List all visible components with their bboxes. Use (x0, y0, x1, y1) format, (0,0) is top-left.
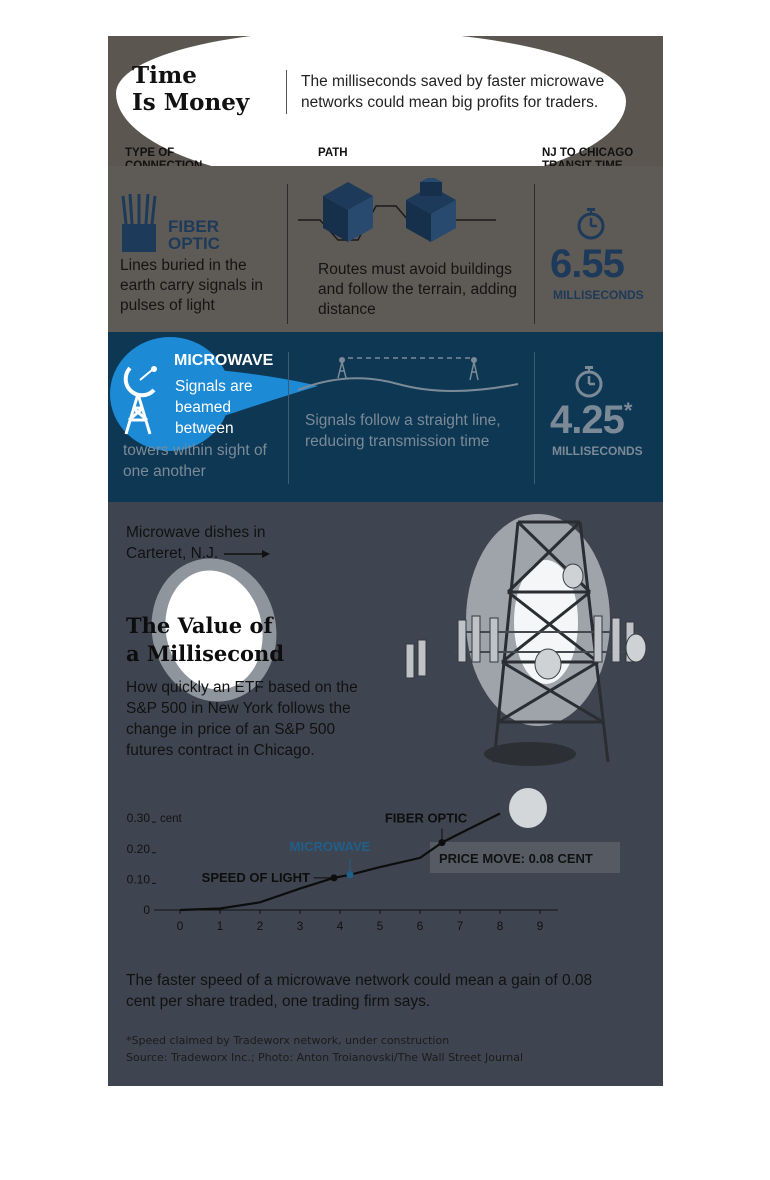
title-line-1: Time (132, 62, 197, 89)
annotation-point (439, 839, 446, 846)
microwave-path-illustration (298, 350, 518, 402)
footnote-asterisk: * (623, 398, 632, 423)
page-title (132, 62, 249, 116)
annotation-label: MICROWAVE (289, 838, 371, 854)
section-dek: How quickly an ETF based on the S&P 500 in New York follows the change in price of an S&P 500 futures contract in Chicago. (126, 679, 358, 759)
microwave-label: MICROWAVE (174, 352, 274, 369)
column-divider (534, 184, 535, 324)
fiber-transit-time: 6.55 (550, 242, 624, 286)
x-tick-label: 7 (456, 919, 464, 933)
microwave-path-description: Signals follow a straight line, reducing transmission time (305, 412, 501, 450)
price-move-chart (108, 776, 663, 961)
x-tick-label: 8 (496, 919, 504, 933)
takeaway: The faster speed of a microwave network could mean a gain of 0.08 cent per share traded, one trading firm says. (126, 972, 593, 1010)
annotation-label: SPEED OF LIGHT (201, 869, 310, 885)
x-tick-label: 6 (416, 919, 424, 933)
fiber-optic-label-line-2: OPTIC (168, 234, 220, 253)
fiber-cable-icon (120, 194, 158, 252)
photo-caption (126, 522, 296, 564)
fiber-time-unit: MILLISECONDS (553, 288, 644, 302)
microwave-tower-icon (120, 364, 172, 436)
column-head-type-line-1: TYPE OF (125, 147, 175, 159)
y-tick-label: 0 (143, 903, 150, 917)
stopwatch-icon (574, 366, 604, 398)
fiber-optic-label (168, 218, 220, 252)
microwave-transit-time (550, 398, 631, 443)
y-tick-label: 0.20 (126, 841, 150, 856)
y-axis-unit: cent (160, 813, 182, 826)
x-tick-label: 0 (176, 919, 184, 933)
column-head-path: PATH (318, 147, 348, 159)
x-tick-label: 2 (256, 919, 264, 933)
microwave-description-highlighted: Signals are beamed between (175, 378, 253, 437)
stopwatch-icon (576, 208, 606, 240)
microwave-transit-value: 4.25 (550, 398, 624, 442)
x-tick-label: 3 (296, 919, 304, 933)
source-credit: Source: Tradeworx Inc.; Photo: Anton Troianovski/The Wall Street Journal (126, 1051, 524, 1064)
annotation-point (347, 871, 354, 878)
microwave-row (108, 332, 663, 502)
section-title-line-1: The Value of (126, 613, 273, 638)
fiber-path-illustration (298, 178, 513, 254)
annotation-point (331, 874, 338, 881)
fiber-optic-row (108, 166, 663, 332)
fiber-optic-description: Lines buried in the earth carry signals in pulses of light (120, 257, 264, 314)
column-divider (288, 352, 289, 484)
infographic (108, 36, 663, 1086)
microwave-time-unit: MILLISECONDS (552, 444, 643, 458)
footnote: *Speed claimed by Tradeworx network, under construction (126, 1034, 450, 1047)
y-tick-label: 0.30 (126, 811, 150, 826)
annotation-label: FIBER OPTIC (384, 810, 468, 826)
x-tick-label: 1 (216, 919, 224, 933)
title-line-2: Is Money (132, 89, 250, 116)
price-move-label: PRICE MOVE: 0.08 CENT (439, 851, 593, 866)
chart-highlight (509, 788, 547, 828)
title-divider (286, 70, 287, 114)
x-tick-label: 4 (336, 919, 344, 933)
section-title (126, 612, 284, 668)
arrow-right-icon (224, 549, 270, 559)
fiber-path-description: Routes must avoid buildings and follow the terrain, adding distance (318, 261, 518, 318)
y-tick-label: 0.10 (126, 872, 150, 887)
x-tick-label: 5 (376, 919, 384, 933)
microwave-tower-photo (398, 512, 663, 768)
photo-caption-text: Microwave dishes in Carteret, N.J. (126, 524, 266, 562)
column-head-time-line-1: NJ TO CHICAGO (542, 147, 634, 159)
x-tick-label: 9 (536, 919, 544, 933)
section-title-line-2: a Millisecond (126, 641, 285, 666)
column-divider (534, 352, 535, 484)
column-divider (287, 184, 288, 324)
microwave-description: towers within sight of one another (123, 442, 267, 480)
header-dek: The milliseconds saved by faster microwave networks could mean big profits for traders. (301, 73, 605, 111)
fiber-optic-label-line-1: FIBER (168, 217, 219, 236)
footnotes (126, 1032, 523, 1066)
